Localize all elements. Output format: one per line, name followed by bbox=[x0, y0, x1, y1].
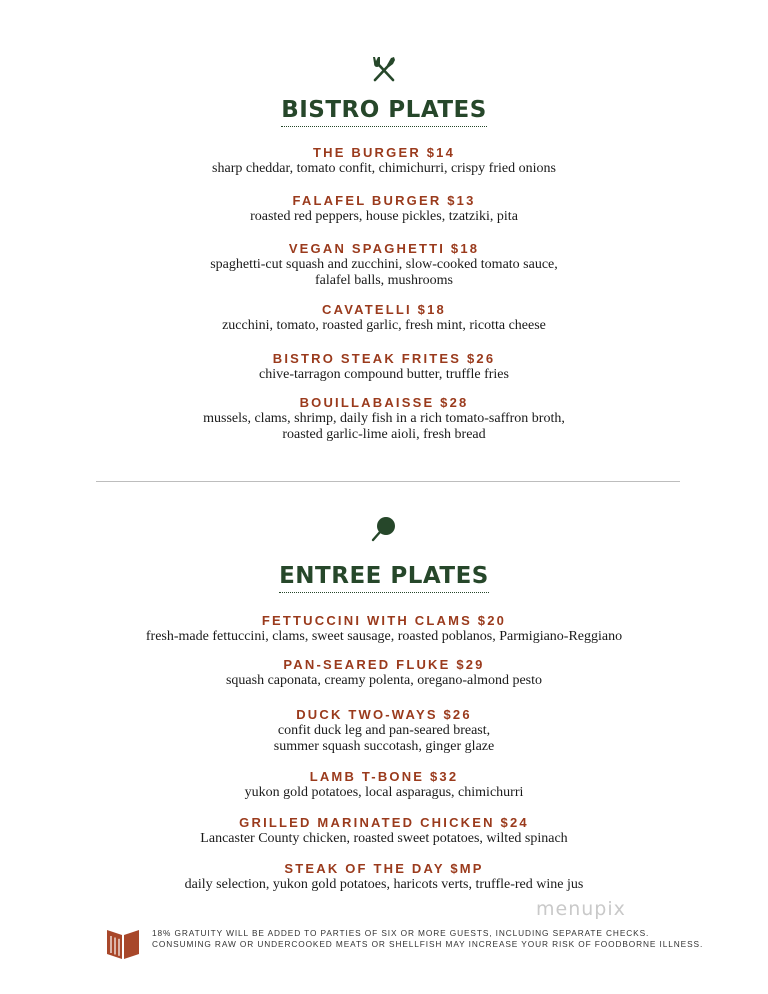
item-name: LAMB T-BONE $32 bbox=[309, 769, 459, 784]
footer-gratuity-note: 18% GRATUITY WILL BE ADDED TO PARTIES OF SIX OR MORE GUESTS, INCLUDING SEPARATE CHECKS. bbox=[152, 928, 650, 938]
menu-item bbox=[0, 769, 768, 801]
item-desc: confit duck leg and pan-seared breast, bbox=[277, 723, 491, 738]
menu-item bbox=[0, 193, 768, 225]
menu-item bbox=[0, 302, 768, 334]
item-desc: falafel balls, mushrooms bbox=[314, 273, 454, 288]
footer-text bbox=[152, 928, 703, 950]
footer bbox=[106, 926, 706, 966]
entree-heading: ENTREE PLATES bbox=[279, 562, 489, 593]
item-desc: summer squash succotash, ginger glaze bbox=[273, 739, 495, 754]
footer-health-warning: CONSUMING RAW OR UNDERCOOKED MEATS OR SHELLFISH MAY INCREASE YOUR RISK OF FOODBORNE ILLNESS. bbox=[152, 939, 704, 949]
entree-menu bbox=[0, 613, 768, 893]
entree-heading-wrap bbox=[0, 562, 768, 593]
menu-item bbox=[0, 815, 768, 847]
watermark: menupix bbox=[536, 898, 626, 920]
menu-item bbox=[0, 145, 768, 177]
menu-item bbox=[0, 395, 768, 443]
item-name: FETTUCCINI WITH CLAMS $20 bbox=[261, 613, 507, 628]
item-name: BOUILLABAISSE $28 bbox=[299, 395, 469, 410]
item-desc: chive-tarragon compound butter, truffle fries bbox=[259, 367, 509, 382]
menu-item bbox=[0, 351, 768, 383]
book-icon bbox=[106, 926, 140, 960]
menu-item bbox=[0, 707, 768, 755]
item-desc: roasted red peppers, house pickles, tzatziki, pita bbox=[250, 209, 518, 224]
bistro-heading: BISTRO PLATES bbox=[281, 96, 487, 127]
bistro-menu bbox=[0, 145, 768, 443]
entree-icon-wrap bbox=[0, 515, 768, 543]
item-name: THE BURGER $14 bbox=[312, 145, 456, 160]
item-desc: Lancaster County chicken, roasted sweet potatoes, wilted spinach bbox=[200, 831, 568, 846]
item-desc: fresh-made fettuccini, clams, sweet sausage, roasted poblanos, Parmigiano-Reggiano bbox=[145, 629, 623, 644]
bistro-heading-wrap bbox=[0, 96, 768, 127]
item-name: CAVATELLI $18 bbox=[322, 302, 446, 317]
item-desc: yukon gold potatoes, local asparagus, chimichurri bbox=[244, 785, 524, 800]
skillet-icon bbox=[370, 515, 398, 543]
item-name: VEGAN SPAGHETTI $18 bbox=[288, 241, 480, 256]
menu-item bbox=[0, 861, 768, 893]
item-name: DUCK TWO-WAYS $26 bbox=[296, 707, 472, 722]
section-divider bbox=[96, 481, 680, 482]
item-desc: spaghetti-cut squash and zucchini, slow-cooked tomato sauce, bbox=[210, 257, 558, 272]
menu-item bbox=[0, 613, 768, 645]
item-desc: zucchini, tomato, roasted garlic, fresh mint, ricotta cheese bbox=[222, 318, 546, 333]
item-desc: roasted garlic-lime aioli, fresh bread bbox=[282, 427, 486, 442]
item-desc: sharp cheddar, tomato confit, chimichurri, crispy fried onions bbox=[212, 161, 556, 176]
item-desc: daily selection, yukon gold potatoes, haricots verts, truffle-red wine jus bbox=[184, 877, 584, 892]
menu-item bbox=[0, 657, 768, 689]
item-name: PAN-SEARED FLUKE $29 bbox=[283, 657, 485, 672]
fork-knife-icon bbox=[369, 54, 399, 84]
item-name: BISTRO STEAK FRITES $26 bbox=[272, 351, 496, 366]
item-desc: mussels, clams, shrimp, daily fish in a rich tomato-saffron broth, bbox=[203, 411, 565, 426]
bistro-icon-wrap bbox=[0, 54, 768, 84]
item-name: FALAFEL BURGER $13 bbox=[292, 193, 476, 208]
item-desc: squash caponata, creamy polenta, oregano-almond pesto bbox=[225, 673, 543, 688]
item-name: GRILLED MARINATED CHICKEN $24 bbox=[239, 815, 529, 830]
item-name: STEAK OF THE DAY $MP bbox=[284, 861, 484, 876]
menu-item bbox=[0, 241, 768, 289]
